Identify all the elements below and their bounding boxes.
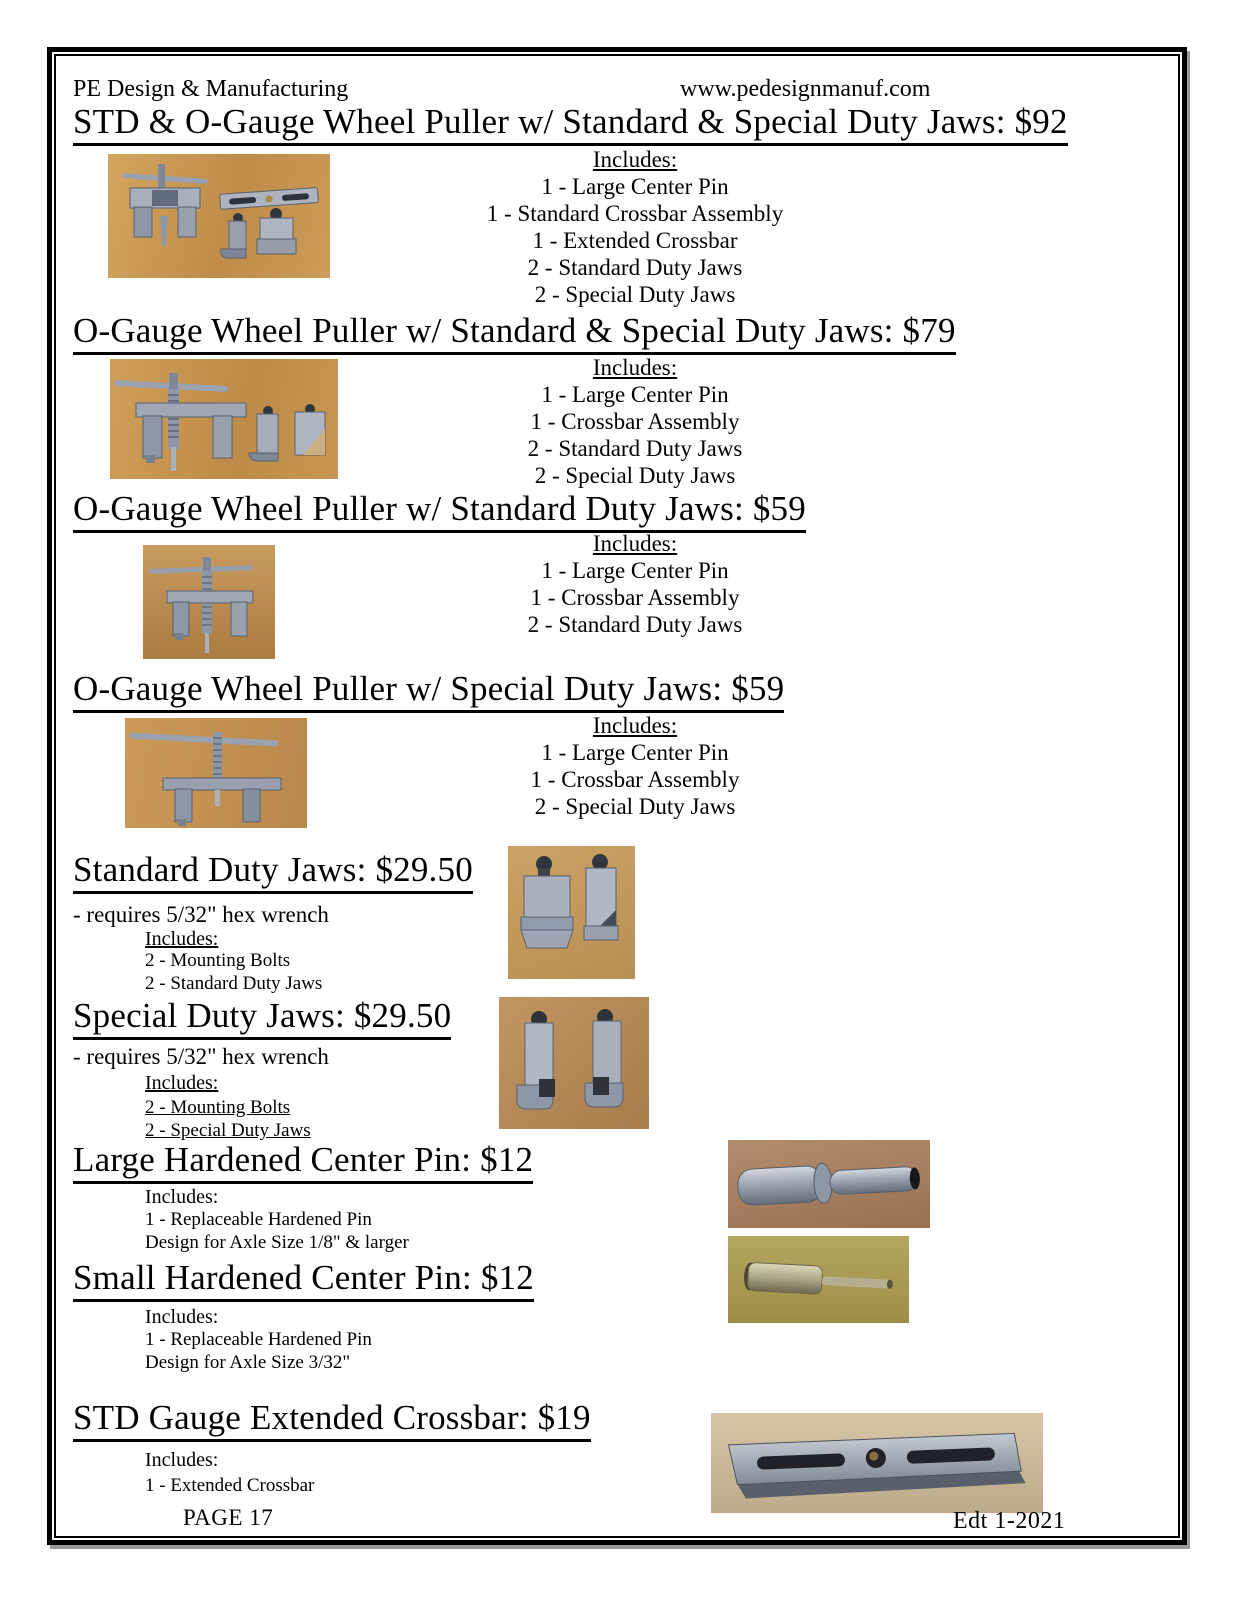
website-url: www.pedesignmanuf.com xyxy=(680,76,931,102)
standard-jaws-illustration xyxy=(508,846,635,979)
includes-item: 2 - Standard Duty Jaws xyxy=(527,436,743,461)
page-number: PAGE 17 xyxy=(183,1505,274,1530)
includes-item: 1 - Large Center Pin xyxy=(541,740,729,765)
product-title: Standard Duty Jaws: $29.50 xyxy=(73,851,473,894)
product-photo-large-pin xyxy=(728,1140,930,1228)
includes-item: 2 - Standard Duty Jaws xyxy=(527,255,743,280)
product-title: O-Gauge Wheel Puller w/ Standard Duty Jaws: $59 xyxy=(73,490,806,533)
page-border-inner-line xyxy=(54,54,1180,1538)
includes-item: 2 - Special Duty Jaws xyxy=(534,463,736,488)
product-photo-extended-crossbar xyxy=(711,1413,1043,1513)
includes-item: 2 - Mounting Bolts xyxy=(145,1097,291,1118)
includes-heading: Includes: xyxy=(592,147,678,172)
includes-list xyxy=(285,712,985,820)
includes-item: 2 - Mounting Bolts xyxy=(145,950,291,971)
small-pin-illustration xyxy=(728,1236,909,1323)
includes-heading: Includes: xyxy=(145,1072,219,1094)
product-photo-puller-standard xyxy=(143,545,275,659)
product-title: Special Duty Jaws: $29.50 xyxy=(73,997,451,1040)
includes-list xyxy=(285,530,985,638)
large-pin-illustration xyxy=(728,1140,930,1228)
includes-item: 1 - Replaceable Hardened Pin xyxy=(145,1209,372,1230)
includes-item: 1 - Standard Crossbar Assembly xyxy=(486,201,784,226)
includes-heading: Includes: xyxy=(145,1186,219,1208)
includes-list xyxy=(285,354,985,489)
design-note: Design for Axle Size 3/32" xyxy=(145,1352,351,1373)
includes-item: 1 - Crossbar Assembly xyxy=(530,767,740,792)
includes-item: 1 - Large Center Pin xyxy=(541,174,729,199)
includes-heading: Includes: xyxy=(145,1306,219,1328)
includes-heading: Includes: xyxy=(592,713,678,738)
puller-standard-illustration xyxy=(143,545,275,659)
product-title: STD & O-Gauge Wheel Puller w/ Standard & Special Duty Jaws: $92 xyxy=(73,103,1068,146)
special-jaws-illustration xyxy=(499,997,649,1129)
product-title: STD Gauge Extended Crossbar: $19 xyxy=(73,1399,591,1442)
page-border-frame xyxy=(47,47,1187,1545)
includes-item: 2 - Special Duty Jaws xyxy=(145,1120,311,1141)
extended-crossbar-illustration xyxy=(711,1413,1043,1513)
product-title: O-Gauge Wheel Puller w/ Special Duty Jaws: $59 xyxy=(73,670,784,713)
includes-item: 2 - Special Duty Jaws xyxy=(534,794,736,819)
company-name: PE Design & Manufacturing xyxy=(73,76,349,102)
product-photo-puller-special xyxy=(125,718,307,828)
product-title: O-Gauge Wheel Puller w/ Standard & Special Duty Jaws: $79 xyxy=(73,312,956,355)
includes-list xyxy=(285,146,985,308)
product-title: Small Hardened Center Pin: $12 xyxy=(73,1259,534,1302)
product-photo-special-jaws xyxy=(499,997,649,1129)
includes-heading: Includes: xyxy=(592,355,678,380)
design-note: Design for Axle Size 1/8" & larger xyxy=(145,1232,409,1253)
includes-item: 1 - Extended Crossbar xyxy=(532,228,738,253)
includes-item: 2 - Standard Duty Jaws xyxy=(527,612,743,637)
product-photo-standard-jaws xyxy=(508,846,635,979)
puller-special-illustration xyxy=(125,718,307,828)
product-title: Large Hardened Center Pin: $12 xyxy=(73,1141,533,1184)
catalog-page xyxy=(56,56,1178,1536)
includes-heading: Includes: xyxy=(145,928,219,950)
product-photo-small-pin xyxy=(728,1236,909,1323)
includes-heading: Includes: xyxy=(592,531,678,556)
requirement-note: - requires 5/32" hex wrench xyxy=(73,902,329,927)
includes-item: 1 - Large Center Pin xyxy=(541,382,729,407)
includes-item: 2 - Standard Duty Jaws xyxy=(145,973,323,994)
includes-item: 1 - Large Center Pin xyxy=(541,558,729,583)
requirement-note: - requires 5/32" hex wrench xyxy=(73,1044,329,1069)
includes-heading: Includes: xyxy=(145,1449,219,1471)
includes-item: 1 - Replaceable Hardened Pin xyxy=(145,1329,372,1350)
includes-item: 1 - Crossbar Assembly xyxy=(530,585,740,610)
edition-label: Edt 1-2021 xyxy=(953,1508,1066,1534)
includes-item: 1 - Crossbar Assembly xyxy=(530,409,740,434)
includes-item: 1 - Extended Crossbar xyxy=(145,1475,315,1496)
includes-item: 2 - Special Duty Jaws xyxy=(534,282,736,307)
